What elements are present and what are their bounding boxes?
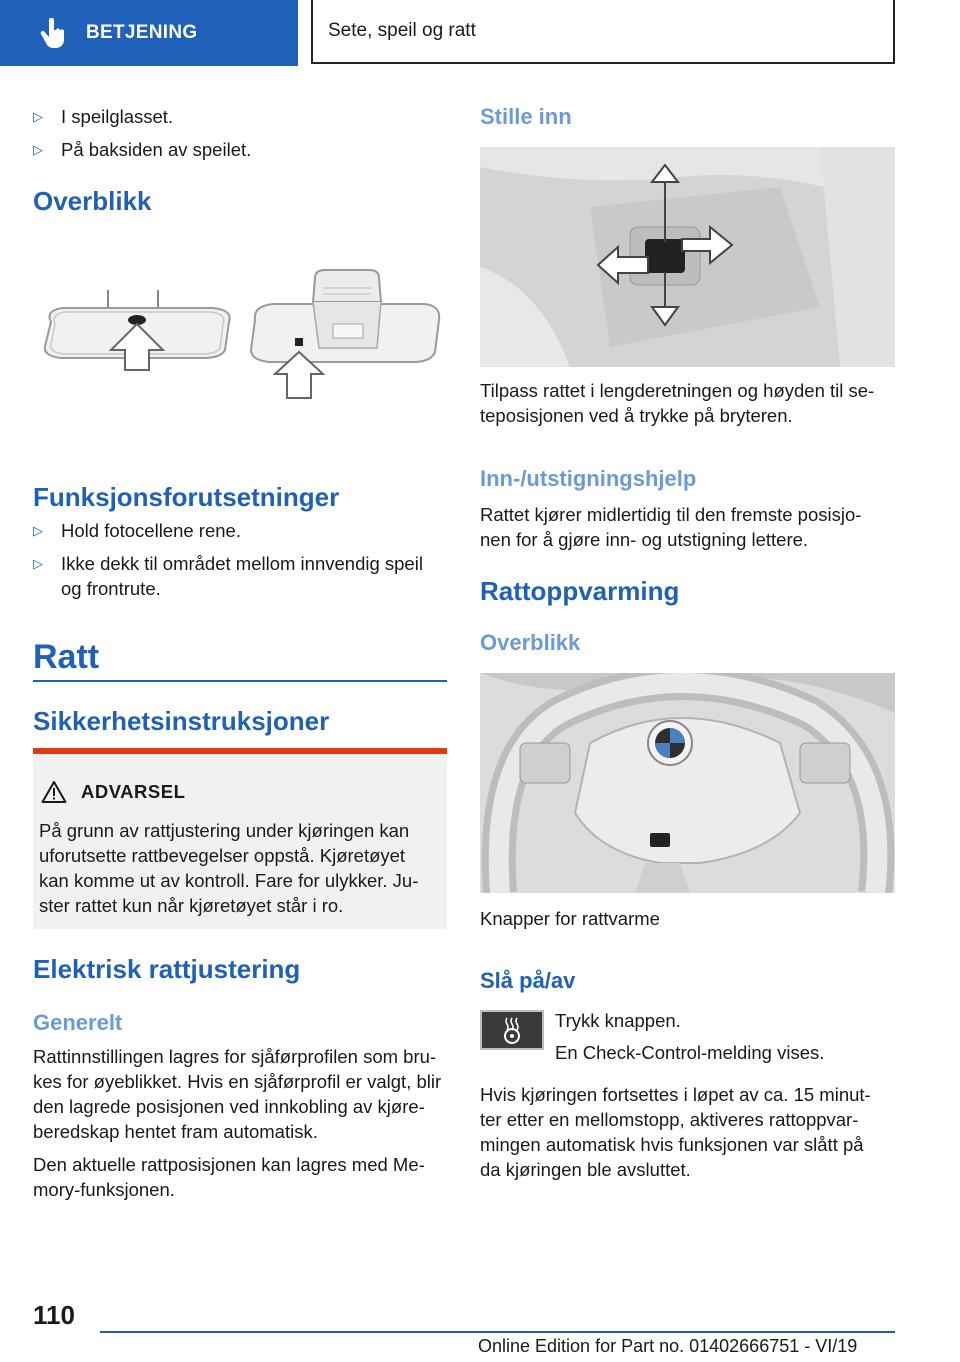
triangle-bullet-icon: ▷	[33, 556, 43, 571]
heating-button[interactable]	[480, 1010, 544, 1050]
warning-line: uforutsette rattbevegelser oppstå. Kjøretøyet	[39, 845, 406, 866]
section-label: BETJENING	[86, 22, 198, 43]
steering-wheel-heating-icon	[499, 1016, 525, 1044]
onoff-line1: Trykk knappen.	[555, 1010, 681, 1031]
warning-triangle-icon	[41, 780, 67, 804]
onoff-heading: Slå på/av	[480, 968, 576, 993]
steering-wheel-photo	[480, 673, 895, 893]
func-heading: Funksjonsforutsetninger	[33, 482, 340, 512]
triangle-bullet-icon: ▷	[33, 142, 43, 157]
warning-line: kan komme ut av kontroll. Fare for ulykker. Ju-	[39, 870, 419, 891]
auto-paragraph: Hvis kjøringen fortsettes i løpet av ca. 15 minut- ter etter en mellomstopp, aktiveres rattoppvar- mingen automatisk hvis funksjonen var slått på da kjøringen ble avsluttet.	[480, 1084, 871, 1180]
steering-column-switch-photo	[480, 147, 895, 367]
heating-overview-heading: Overblikk	[480, 630, 581, 655]
page-number: 110	[33, 1300, 75, 1330]
heading-rule	[33, 680, 447, 682]
onoff-line2: En Check-Control-melding vises.	[555, 1042, 825, 1063]
footer-rule	[100, 1331, 895, 1333]
entry-paragraph: Rattet kjører midlertidig til den fremste posisjo- nen for å gjøre inn- og utstigning lettere.	[480, 504, 862, 550]
list-item: ▷ Hold fotocellene rene.	[33, 520, 241, 541]
warning-title: ADVARSEL	[39, 780, 437, 804]
heating-heading: Rattoppvarming	[480, 576, 680, 606]
general-paragraph: Rattinnstillingen lagres for sjåførprofilen som bru- kes for øyeblikket. Hvis en sjåførprofil er valgt, blir den lagrede posisjonen ved innkobling av kjøre- beredskap hentet fram automatisk. Den aktuelle rattposisjonen kan lagres med Me- mory-funksjonen.	[33, 1046, 442, 1200]
triangle-bullet-icon: ▷	[33, 109, 43, 124]
overview-heading: Overblikk	[33, 186, 152, 216]
warning-line: ster rattet kun når kjøretøyet står i ro.	[39, 895, 344, 916]
ratt-heading: Ratt	[33, 638, 100, 676]
section-tab[interactable]	[0, 0, 298, 66]
warning-line: På grunn av rattjustering under kjøringen kan	[39, 820, 410, 841]
list-item: ▷ På baksiden av speilet.	[33, 139, 252, 160]
chapter-label: Sete, speil og ratt	[328, 20, 476, 41]
edition-note: Online Edition for Part no. 01402666751 - VI/19	[478, 1336, 858, 1356]
heating-caption: Knapper for rattvarme	[480, 908, 660, 929]
warning-box	[33, 748, 447, 929]
list-item: ▷ I speilglasset.	[33, 106, 174, 127]
adjust-paragraph: Tilpass rattet i lengderetningen og høyden til se- teposisjonen ved å trykke på bryteren.	[480, 380, 875, 426]
general-heading: Generelt	[33, 1010, 123, 1035]
chapter-tab[interactable]	[311, 0, 895, 64]
safety-heading: Sikkerhetsinstruksjoner	[33, 706, 330, 736]
elec-heading: Elektrisk rattjustering	[33, 954, 301, 984]
list-item: ▷ Ikke dekk til området mellom innvendig speil og frontrute.	[33, 553, 423, 599]
entry-heading: Inn-/utstigningshjelp	[480, 466, 697, 491]
bullet-list-top	[33, 104, 447, 162]
mirror-illustration	[33, 262, 447, 422]
bullet-list-func	[33, 518, 447, 601]
adjust-heading: Stille inn	[480, 104, 572, 129]
hand-pointer-icon	[40, 18, 68, 48]
triangle-bullet-icon: ▷	[33, 523, 43, 538]
